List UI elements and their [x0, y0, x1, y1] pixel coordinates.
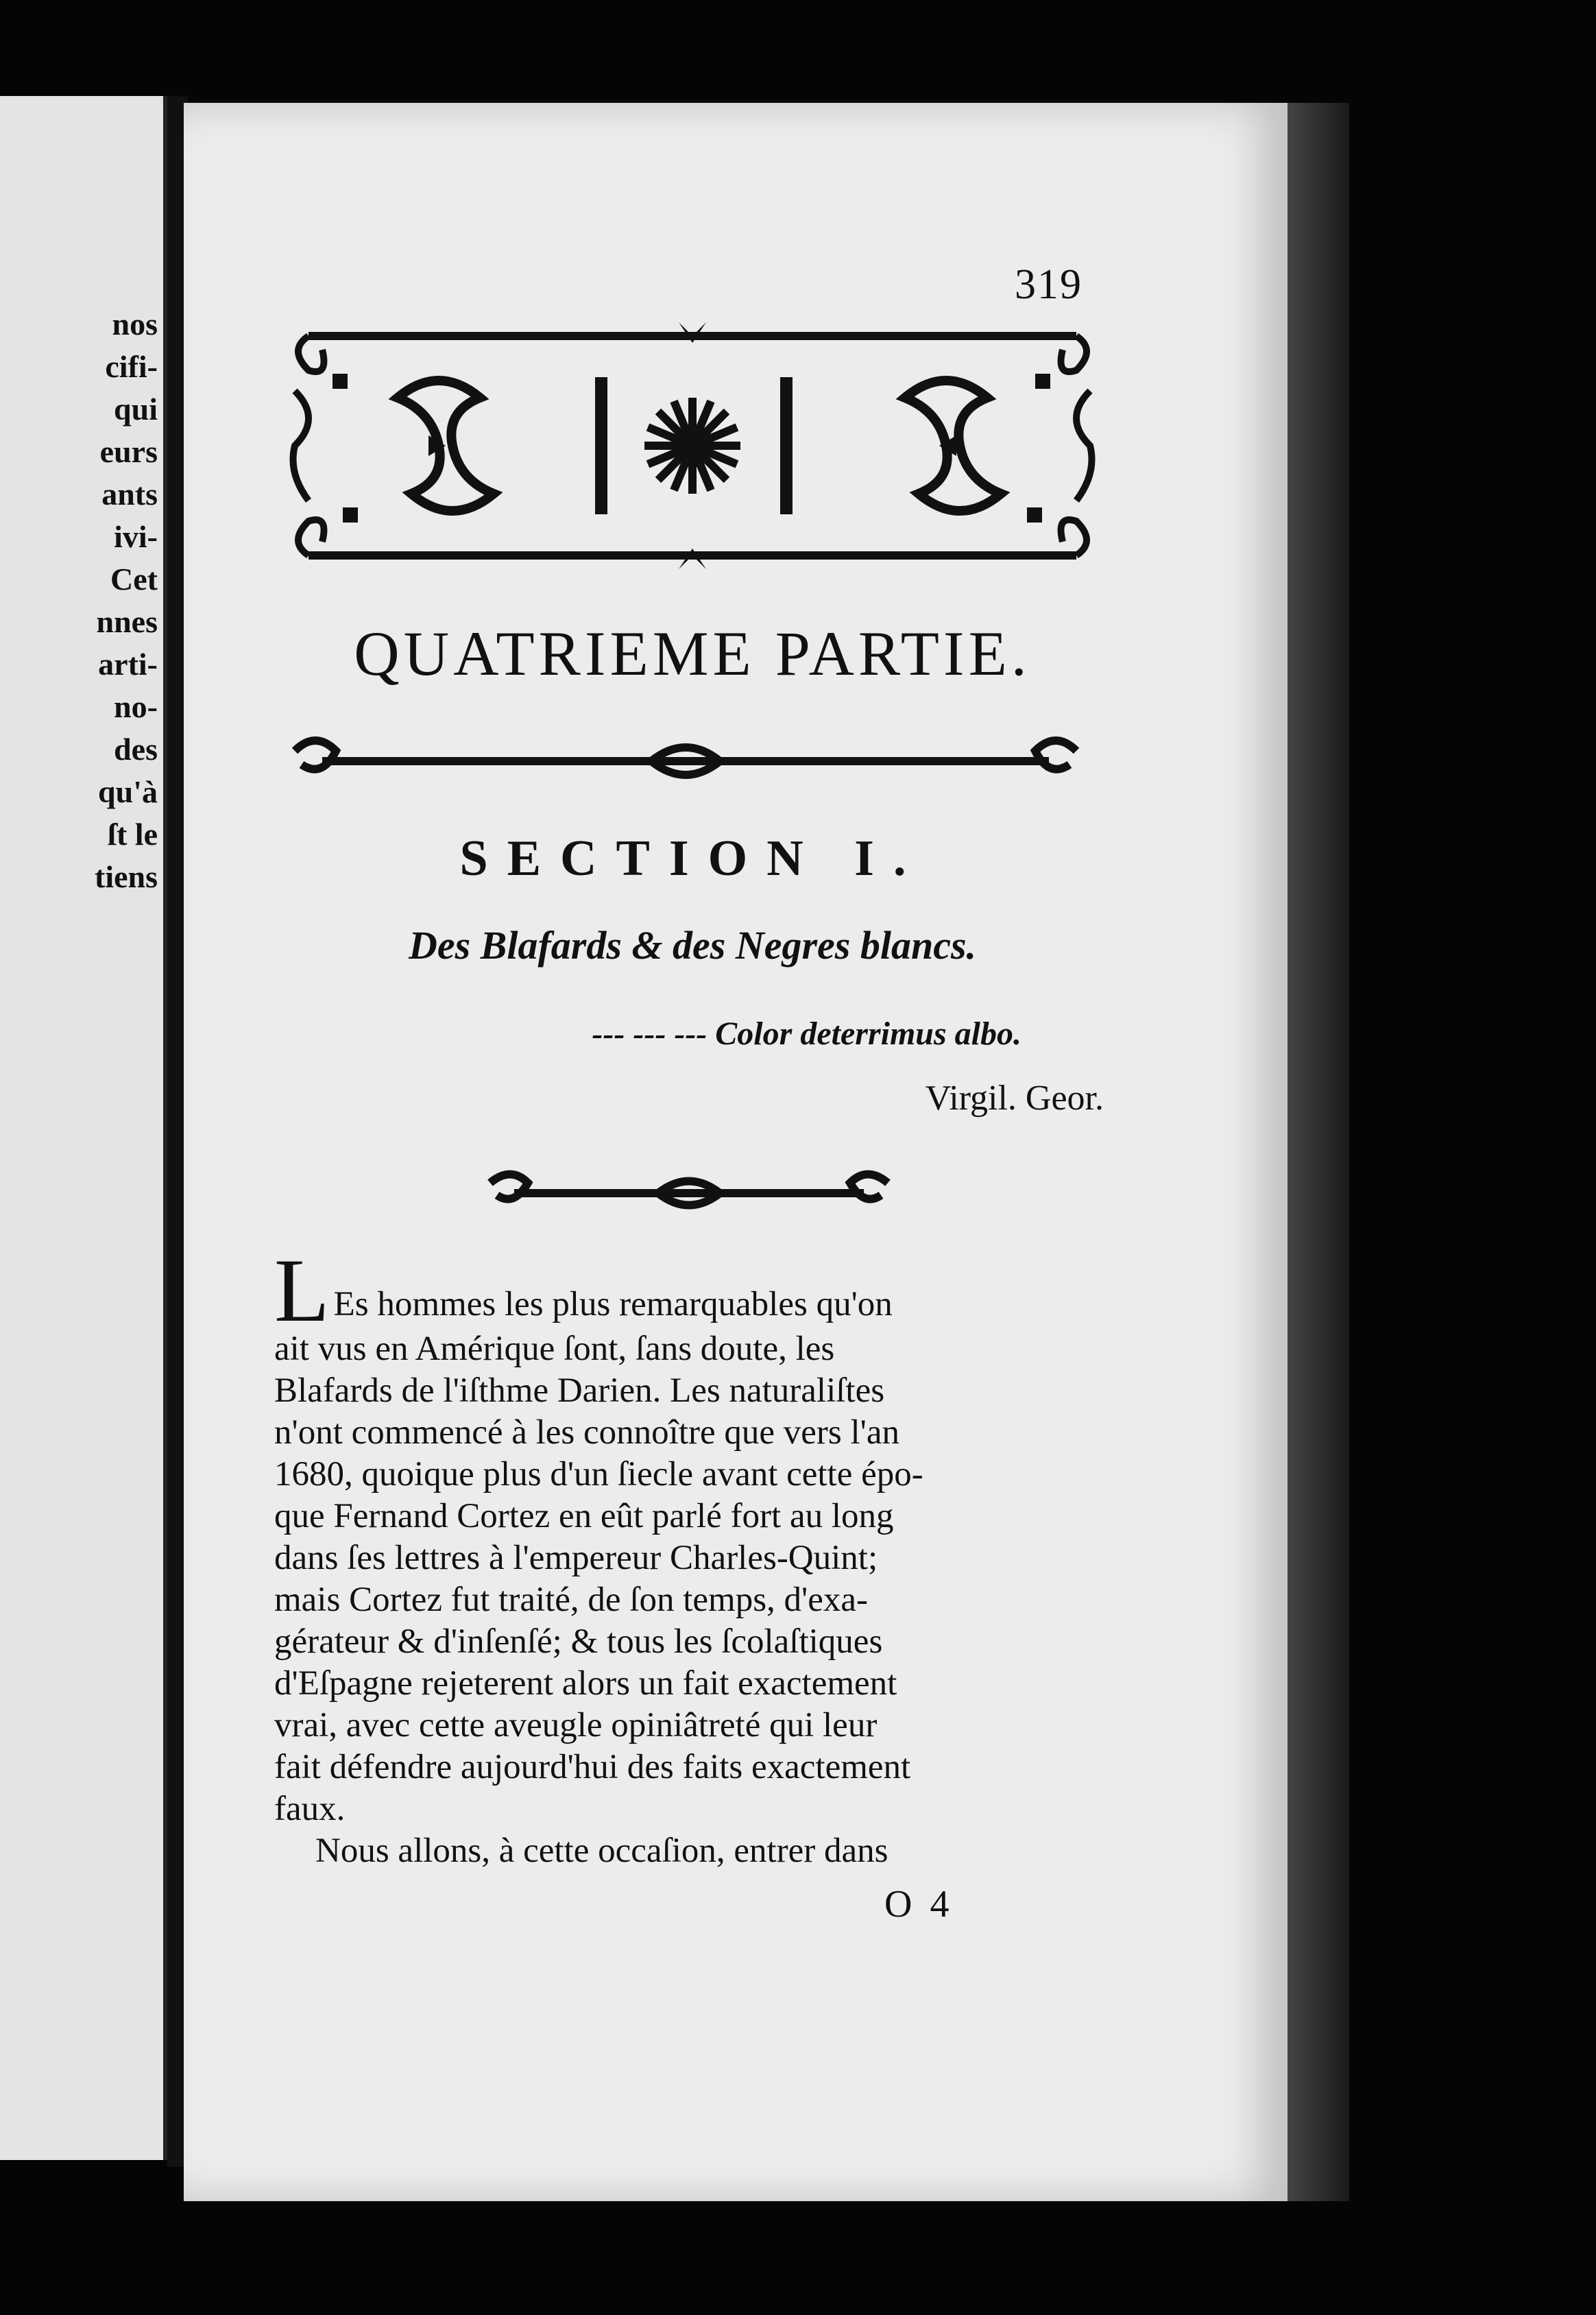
body-line: Blafards de l'iſthme Darien. Les naturaliſtes	[274, 1371, 885, 1410]
left-fragment: ivi-	[114, 519, 158, 554]
body-line: fait défendre aujourd'hui des faits exactement	[274, 1748, 911, 1786]
ornamental-headpiece	[281, 309, 1104, 583]
epigraph-source: Virgil. Geor.	[925, 1079, 1104, 1118]
left-fragment: arti-	[98, 647, 158, 682]
left-fragment: ants	[101, 477, 158, 512]
drop-cap: L	[274, 1240, 330, 1341]
left-fragment: ſt le	[108, 817, 158, 852]
body-line: vrai, avec cette aveugle opiniâtreté qui leur	[274, 1706, 878, 1744]
part-title: QUATRIEME PARTIE.	[354, 619, 1031, 688]
body-line: mais Cortez fut traité, de ſon temps, d'exa-	[274, 1581, 869, 1619]
left-fragment: nnes	[96, 604, 158, 639]
body-line: que Fernand Cortez en eût parlé fort au long	[274, 1497, 894, 1535]
body-line: gérateur & d'inſenſé; & tous les ſcolaſtiques	[274, 1622, 883, 1661]
section-heading: SECTION I.	[459, 830, 926, 887]
signature-mark: O 4	[884, 1883, 954, 1926]
body-line: 1680, quoique plus d'un ſiecle avant cette épo-	[274, 1455, 923, 1494]
body-first-line	[274, 1240, 1097, 1341]
left-fragment: tiens	[95, 859, 158, 894]
epigraph-quote: --- --- --- Color deterrimus albo.	[592, 1016, 1021, 1052]
body-line: d'Eſpagne rejeterent alors un fait exactement	[274, 1664, 897, 1703]
body-line: n'ont commencé à les connoître que vers l'an	[274, 1413, 899, 1452]
left-fragment: no-	[114, 689, 158, 724]
body-text	[274, 1240, 1097, 1872]
body-line: Es hommes les plus remarquables qu'on	[333, 1285, 893, 1323]
body-line: ait vus en Amérique ſont, ſans doute, les	[274, 1330, 835, 1368]
left-fragment: qui	[114, 392, 158, 427]
page-number: 319	[1015, 261, 1083, 308]
ornamental-rule	[480, 1166, 898, 1221]
left-fragment: nos	[112, 307, 158, 341]
ornamental-rule	[281, 730, 1090, 792]
section-subtitle: Des Blafards & des Negres blancs.	[408, 923, 977, 968]
body-line: faux.	[274, 1790, 346, 1828]
left-page-fragment	[0, 96, 167, 2160]
left-fragment: des	[114, 732, 158, 767]
left-fragment: eurs	[99, 434, 158, 469]
page-edge	[1287, 103, 1349, 2201]
body-line: dans ſes lettres à l'empereur Charles-Quint;	[274, 1539, 878, 1577]
left-fragment: qu'à	[98, 774, 158, 809]
left-fragment: Cet	[110, 562, 158, 597]
left-fragment: cifi-	[105, 349, 158, 384]
body-line: Nous allons, à cette occaſion, entrer dans	[315, 1832, 888, 1870]
